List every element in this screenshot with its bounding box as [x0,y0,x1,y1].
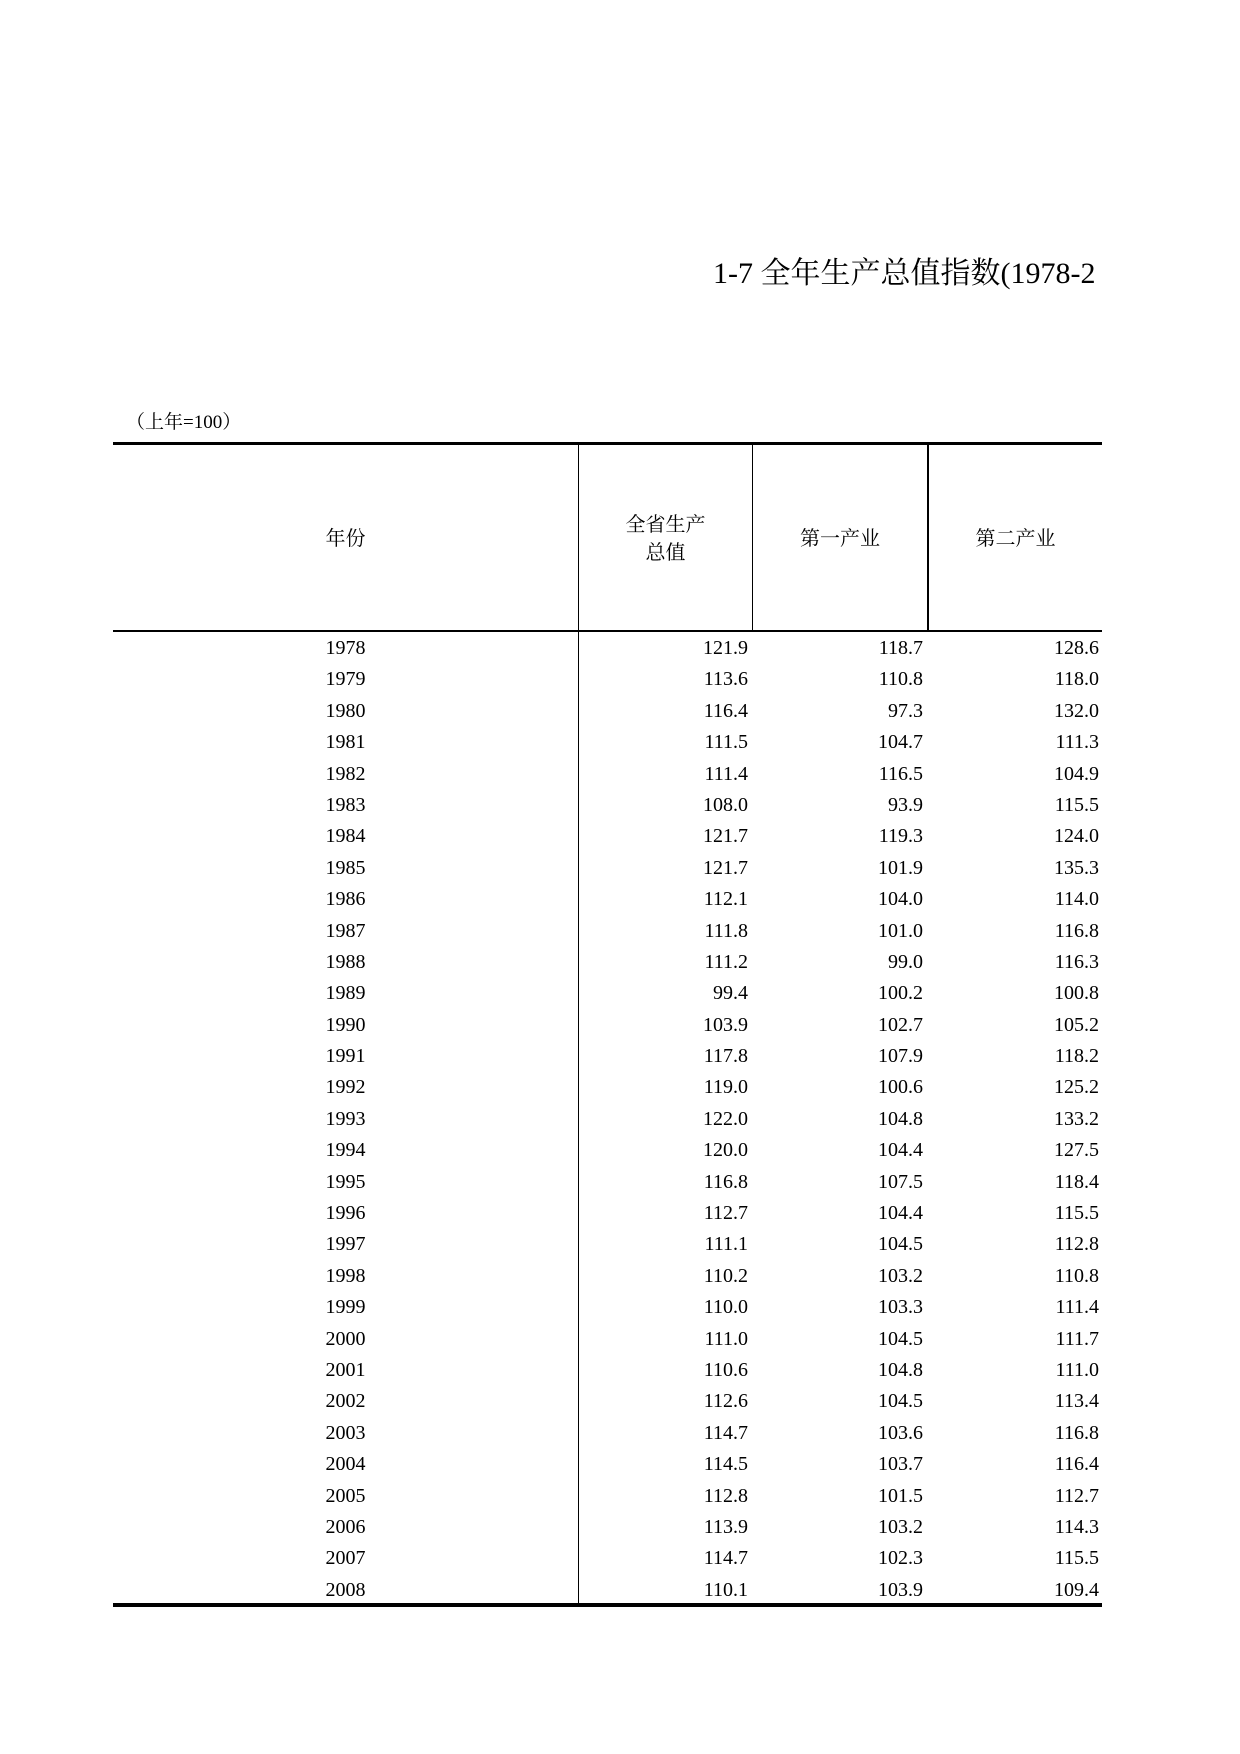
cell-gdp: 121.7 [703,825,748,848]
cell-secondary-industry: 112.8 [1054,1233,1099,1256]
cell-gdp: 111.8 [704,919,748,942]
cell-gdp: 110.1 [703,1578,748,1601]
cell-primary-industry: 104.0 [878,888,923,911]
cell-secondary-industry: 105.2 [1054,1013,1099,1036]
header-primary-industry: 第一产业 [800,525,880,550]
cell-gdp: 112.1 [703,888,748,911]
cell-primary-industry: 104.5 [878,1327,923,1350]
cell-year: 1998 [325,1264,366,1287]
table-row [113,1481,1102,1512]
cell-secondary-industry: 118.2 [1054,1045,1099,1068]
cell-gdp: 110.2 [703,1264,748,1287]
data-table [113,442,1102,1608]
cell-year: 1983 [325,793,366,816]
table-row [113,1292,1102,1323]
cell-gdp: 111.5 [704,731,748,754]
cell-primary-industry: 102.3 [878,1547,923,1570]
cell-year: 1991 [325,1045,366,1068]
cell-year: 2005 [325,1484,366,1507]
cell-year: 1978 [325,637,366,659]
cell-gdp: 116.8 [703,1170,748,1193]
cell-primary-industry: 97.3 [888,699,923,722]
table-row [113,1324,1102,1355]
cell-gdp: 117.8 [703,1045,748,1068]
table-row [113,1135,1102,1166]
cell-year: 1996 [325,1202,366,1225]
table-row [113,978,1102,1009]
cell-secondary-industry: 111.3 [1055,731,1099,754]
table-row [113,696,1102,727]
cell-secondary-industry: 114.0 [1054,888,1099,911]
cell-secondary-industry: 135.3 [1054,856,1099,879]
cell-year: 1995 [325,1170,366,1193]
cell-secondary-industry: 116.8 [1054,919,1099,942]
cell-secondary-industry: 116.8 [1054,1421,1099,1444]
cell-primary-industry: 103.6 [878,1421,923,1444]
table-row [113,759,1102,790]
cell-gdp: 99.4 [713,982,748,1005]
table-row [113,821,1102,852]
cell-year: 1992 [325,1076,366,1099]
table-row [113,633,1102,664]
cell-primary-industry: 103.3 [878,1296,923,1319]
cell-primary-industry: 119.3 [878,825,923,848]
table-body [113,633,1102,1606]
cell-secondary-industry: 111.0 [1055,1358,1099,1381]
table-row [113,916,1102,947]
cell-primary-industry: 104.4 [878,1202,923,1225]
cell-gdp: 114.7 [703,1547,748,1570]
cell-secondary-industry: 114.3 [1054,1515,1099,1538]
cell-secondary-industry: 112.7 [1054,1484,1099,1507]
cell-gdp: 113.6 [703,668,748,691]
table-row [113,1386,1102,1417]
cell-gdp: 111.2 [704,950,748,973]
table-row [113,947,1102,978]
header-secondary-industry: 第二产业 [975,525,1056,550]
cell-secondary-industry: 116.3 [1054,950,1099,973]
table-row [113,853,1102,884]
cell-year: 1988 [325,950,366,973]
cell-primary-industry: 104.5 [878,1390,923,1413]
cell-primary-industry: 107.5 [878,1170,923,1193]
cell-year: 1999 [325,1296,366,1319]
table-row [113,1512,1102,1543]
table-row [113,790,1102,821]
cell-secondary-industry: 118.4 [1054,1170,1099,1193]
cell-secondary-industry: 132.0 [1054,699,1099,722]
table-row [113,1355,1102,1386]
cell-gdp: 114.7 [703,1421,748,1444]
cell-primary-industry: 104.7 [878,731,923,754]
cell-primary-industry: 103.9 [878,1578,923,1601]
cell-primary-industry: 110.8 [878,668,923,691]
cell-primary-industry: 99.0 [888,950,923,973]
cell-primary-industry: 101.9 [878,856,923,879]
cell-year: 1989 [325,982,366,1005]
cell-primary-industry: 118.7 [878,637,923,659]
cell-primary-industry: 101.0 [878,919,923,942]
cell-year: 1981 [325,731,366,754]
cell-gdp: 114.5 [703,1453,748,1476]
cell-secondary-industry: 125.2 [1054,1076,1099,1099]
cell-gdp: 108.0 [703,793,748,816]
cell-gdp: 113.9 [703,1515,748,1538]
cell-year: 1986 [325,888,366,911]
cell-gdp: 122.0 [703,1107,748,1130]
cell-primary-industry: 102.7 [878,1013,923,1036]
cell-secondary-industry: 115.5 [1054,1547,1099,1570]
header-year: 年份 [325,525,366,550]
cell-year: 2002 [325,1390,366,1413]
cell-gdp: 120.0 [703,1139,748,1162]
cell-year: 1980 [325,699,366,722]
cell-year: 2003 [325,1421,366,1444]
cell-secondary-industry: 115.5 [1054,793,1099,816]
cell-primary-industry: 100.2 [878,982,923,1005]
cell-year: 2004 [325,1453,366,1476]
cell-gdp: 111.0 [704,1327,748,1350]
cell-primary-industry: 104.8 [878,1358,923,1381]
header-bottom-rule [113,630,1102,632]
cell-gdp: 111.4 [704,762,748,785]
table-row [113,1575,1102,1606]
table-row [113,1418,1102,1449]
cell-year: 1982 [325,762,366,785]
cell-year: 1993 [325,1107,366,1130]
cell-primary-industry: 100.6 [878,1076,923,1099]
cell-secondary-industry: 109.4 [1054,1578,1099,1601]
cell-year: 1997 [325,1233,366,1256]
cell-year: 1987 [325,919,366,942]
cell-primary-industry: 103.2 [878,1515,923,1538]
cell-gdp: 116.4 [703,699,748,722]
cell-primary-industry: 107.9 [878,1045,923,1068]
page-title: 1-7 全年生产总值指数(1978-2 [713,257,1096,290]
cell-gdp: 121.7 [703,856,748,879]
cell-secondary-industry: 128.6 [1054,637,1099,659]
header-gdp [579,445,752,630]
title-area [0,250,1102,300]
table-row [113,1261,1102,1292]
cell-gdp: 103.9 [703,1013,748,1036]
cell-gdp: 112.7 [703,1202,748,1225]
cell-secondary-industry: 124.0 [1054,825,1099,848]
table-row [113,1198,1102,1229]
header-gdp-line1: 全省生产 [625,511,706,536]
table-row [113,1010,1102,1041]
cell-secondary-industry: 118.0 [1054,668,1099,691]
unit-note: （上年=100） [126,412,242,433]
cell-gdp: 110.0 [703,1296,748,1319]
cell-primary-industry: 103.7 [878,1453,923,1476]
cell-gdp: 111.1 [704,1233,748,1256]
cell-gdp: 110.6 [703,1358,748,1381]
table-row [113,1104,1102,1135]
cell-primary-industry: 101.5 [878,1484,923,1507]
table-row [113,884,1102,915]
cell-secondary-industry: 116.4 [1054,1453,1099,1476]
cell-year: 1984 [325,825,366,848]
table-row [113,1229,1102,1260]
cell-gdp: 121.9 [703,637,748,659]
cell-gdp: 112.6 [703,1390,748,1413]
cell-primary-industry: 104.5 [878,1233,923,1256]
cell-primary-industry: 103.2 [878,1264,923,1287]
cell-gdp: 119.0 [703,1076,748,1099]
table-row [113,1041,1102,1072]
table-row [113,1167,1102,1198]
cell-primary-industry: 104.8 [878,1107,923,1130]
cell-secondary-industry: 113.4 [1054,1390,1099,1413]
cell-year: 1990 [325,1013,366,1036]
cell-year: 1994 [325,1139,366,1162]
cell-year: 1985 [325,856,366,879]
cell-secondary-industry: 133.2 [1054,1107,1099,1130]
table-row [113,1449,1102,1480]
cell-year: 2006 [325,1515,366,1538]
cell-primary-industry: 116.5 [878,762,923,785]
cell-year: 2008 [325,1578,366,1601]
cell-year: 2007 [325,1547,366,1570]
header-gdp-line2: 总值 [645,539,686,564]
cell-secondary-industry: 127.5 [1054,1139,1099,1162]
cell-year: 1979 [325,668,366,691]
table-row [113,1543,1102,1574]
cell-secondary-industry: 100.8 [1054,982,1099,1005]
cell-secondary-industry: 115.5 [1054,1202,1099,1225]
cell-primary-industry: 104.4 [878,1139,923,1162]
table-row [113,1072,1102,1103]
cell-year: 2000 [325,1327,366,1350]
table-row [113,664,1102,695]
cell-gdp: 112.8 [703,1484,748,1507]
cell-secondary-industry: 104.9 [1054,762,1099,785]
cell-secondary-industry: 111.4 [1055,1296,1099,1319]
cell-primary-industry: 93.9 [888,793,923,816]
cell-secondary-industry: 111.7 [1055,1327,1099,1350]
cell-year: 2001 [325,1358,366,1381]
cell-secondary-industry: 110.8 [1054,1264,1099,1287]
table-row [113,727,1102,758]
